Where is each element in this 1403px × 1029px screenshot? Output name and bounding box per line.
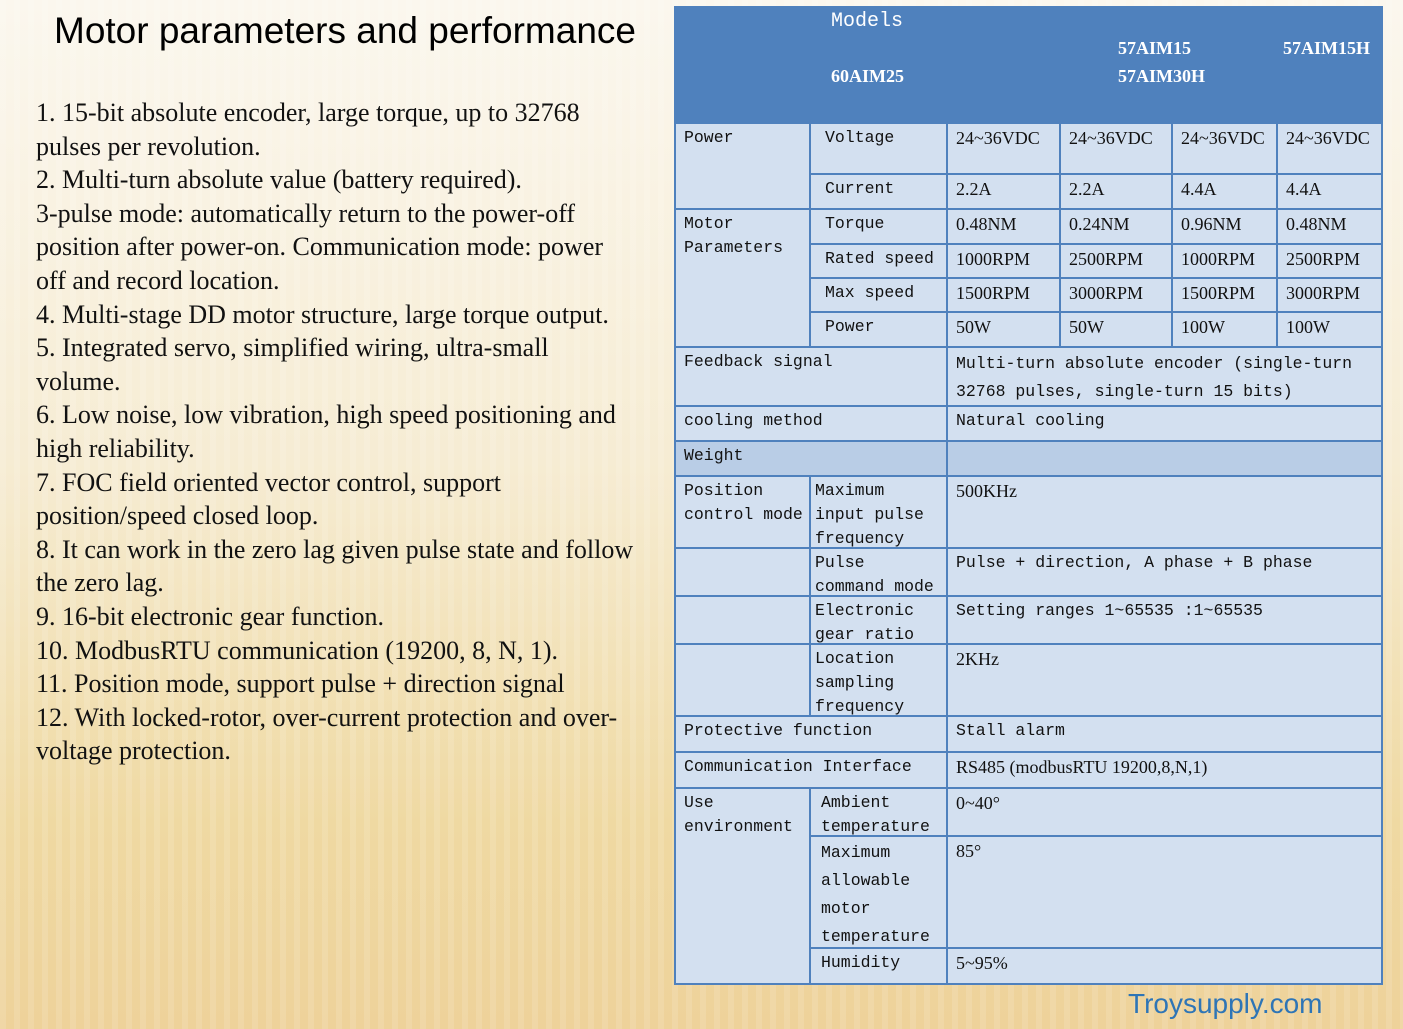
- feature-item: 12. With locked-rotor, over-current protection and over-voltage protection.: [36, 702, 618, 766]
- table-cell: 0.48NM: [1278, 210, 1383, 245]
- model-57aim15: 57AIM15: [1118, 38, 1191, 58]
- sub-label-ambient-temperature: Ambient temperature: [811, 789, 948, 837]
- sub-label-current: Current: [811, 175, 948, 210]
- row-label-position-control-mode: Position control mode: [676, 477, 811, 549]
- model-57aim15h: 57AIM15H: [1283, 38, 1370, 58]
- sampling-value: 2KHz: [948, 645, 1383, 717]
- table-cell: 3000RPM: [1061, 279, 1173, 313]
- feature-item: 2. Multi-turn absolute value (battery required).: [36, 165, 522, 195]
- feature-item: 9. 16-bit electronic gear function.: [36, 601, 384, 631]
- max-motor-temperature-value: 85°: [948, 837, 1383, 949]
- table-cell: 50W: [948, 313, 1061, 348]
- table-cell: 4.4A: [1278, 175, 1383, 210]
- sub-label-pulse-command: Pulse command mode: [811, 549, 948, 597]
- feature-item: 1. 15-bit absolute encoder, large torque, up to 32768 pulses per revolution.: [36, 98, 580, 161]
- table-cell: 1500RPM: [948, 279, 1061, 313]
- sub-label-max-speed: Max speed: [811, 279, 948, 313]
- table-cell: 1000RPM: [1173, 245, 1278, 279]
- models-label: Models: [831, 10, 904, 33]
- table-cell: 0.24NM: [1061, 210, 1173, 245]
- table-cell: 100W: [1278, 313, 1383, 348]
- table-cell: 1500RPM: [1173, 279, 1278, 313]
- feature-item: 5. Integrated servo, simplified wiring, ultra-small volume.: [36, 333, 549, 396]
- feature-item: 7. FOC field oriented vector control, support position/speed closed loop.: [36, 467, 502, 531]
- row-label-use-environment: Use environment: [676, 789, 811, 985]
- row-label-feedback-signal: Feedback signal: [676, 348, 948, 407]
- spec-table: [674, 6, 1383, 985]
- table-cell: 2.2A: [948, 175, 1061, 210]
- sub-label-voltage: Voltage: [811, 124, 948, 175]
- feature-item: 4. Multi-stage DD motor structure, large torque output.: [36, 299, 609, 329]
- row-label-power: Power: [676, 124, 811, 210]
- model-57aim30h: 57AIM30H: [1118, 66, 1205, 86]
- model-60aim25: 60AIM25: [831, 66, 904, 86]
- table-cell: 3000RPM: [1278, 279, 1383, 313]
- feature-item: 10. ModbusRTU communication (19200, 8, N, 1).: [36, 635, 559, 665]
- table-header: [674, 6, 1383, 122]
- table-cell: 24~36VDC: [948, 124, 1061, 175]
- gear-value: Setting ranges 1~65535 :1~65535: [948, 597, 1383, 645]
- table-cell: 24~36VDC: [1173, 124, 1278, 175]
- feature-item: 8. It can work in the zero lag given pulse state and follow the zero lag.: [36, 534, 634, 598]
- sub-label-max-input-pulse: Maximum input pulse frequency: [811, 477, 948, 549]
- feature-item: 6. Low noise, low vibration, high speed positioning and high reliability.: [36, 400, 616, 463]
- row-label-motor-parameters: Motor Parameters: [676, 210, 811, 348]
- blank-cell: [676, 549, 811, 597]
- communication-value: RS485 (modbusRTU 19200,8,N,1): [948, 753, 1383, 789]
- sub-label-rated-speed: Rated speed: [811, 245, 948, 279]
- sub-label-torque: Torque: [811, 210, 948, 245]
- feedback-value: Multi-turn absolute encoder (single-turn 32768 pulses, single-turn 15 bits): [948, 348, 1383, 407]
- table-cell: 2500RPM: [1061, 245, 1173, 279]
- sub-label-humidity: Humidity: [811, 949, 948, 985]
- feature-item: 3-pulse mode: automatically return to the power-off position after power-on. Communication mode: power off and record location.: [36, 198, 604, 295]
- cooling-value: Natural cooling: [948, 407, 1383, 442]
- blank-cell: [676, 597, 811, 645]
- table-cell: 50W: [1061, 313, 1173, 348]
- table-cell: 1000RPM: [948, 245, 1061, 279]
- row-label-protective-function: Protective function: [676, 717, 948, 753]
- ambient-value: 0~40°: [948, 789, 1383, 837]
- sub-label-power: Power: [811, 313, 948, 348]
- page-title: Motor parameters and performance: [54, 10, 636, 51]
- table-cell: 2500RPM: [1278, 245, 1383, 279]
- feature-list: [36, 96, 636, 768]
- feature-item: 11. Position mode, support pulse + direction signal: [36, 669, 565, 699]
- table-cell: 2.2A: [1061, 175, 1173, 210]
- protective-value: Stall alarm: [948, 717, 1383, 753]
- table-cell: 0.48NM: [948, 210, 1061, 245]
- sub-label-max-motor-temperature: Maximum allowable motor temperature: [811, 837, 948, 949]
- table-cell: 24~36VDC: [1278, 124, 1383, 175]
- table-cell: 24~36VDC: [1061, 124, 1173, 175]
- table-cell: 0.96NM: [1173, 210, 1278, 245]
- table-cell: 4.4A: [1173, 175, 1278, 210]
- row-label-communication-interface: Communication Interface: [676, 753, 948, 789]
- sub-label-location-sampling: Location sampling frequency: [811, 645, 948, 717]
- humidity-value: 5~95%: [948, 949, 1383, 985]
- brand-link[interactable]: Troysupply.com: [1128, 988, 1323, 1019]
- blank-cell: [676, 645, 811, 717]
- weight-value: [948, 442, 1383, 477]
- pulse-command-value: Pulse + direction, A phase + B phase: [948, 549, 1383, 597]
- row-label-cooling-method: cooling method: [676, 407, 948, 442]
- max-input-value: 500KHz: [948, 477, 1383, 549]
- sub-label-electronic-gear: Electronic gear ratio: [811, 597, 948, 645]
- row-label-weight: Weight: [676, 442, 948, 477]
- table-cell: 100W: [1173, 313, 1278, 348]
